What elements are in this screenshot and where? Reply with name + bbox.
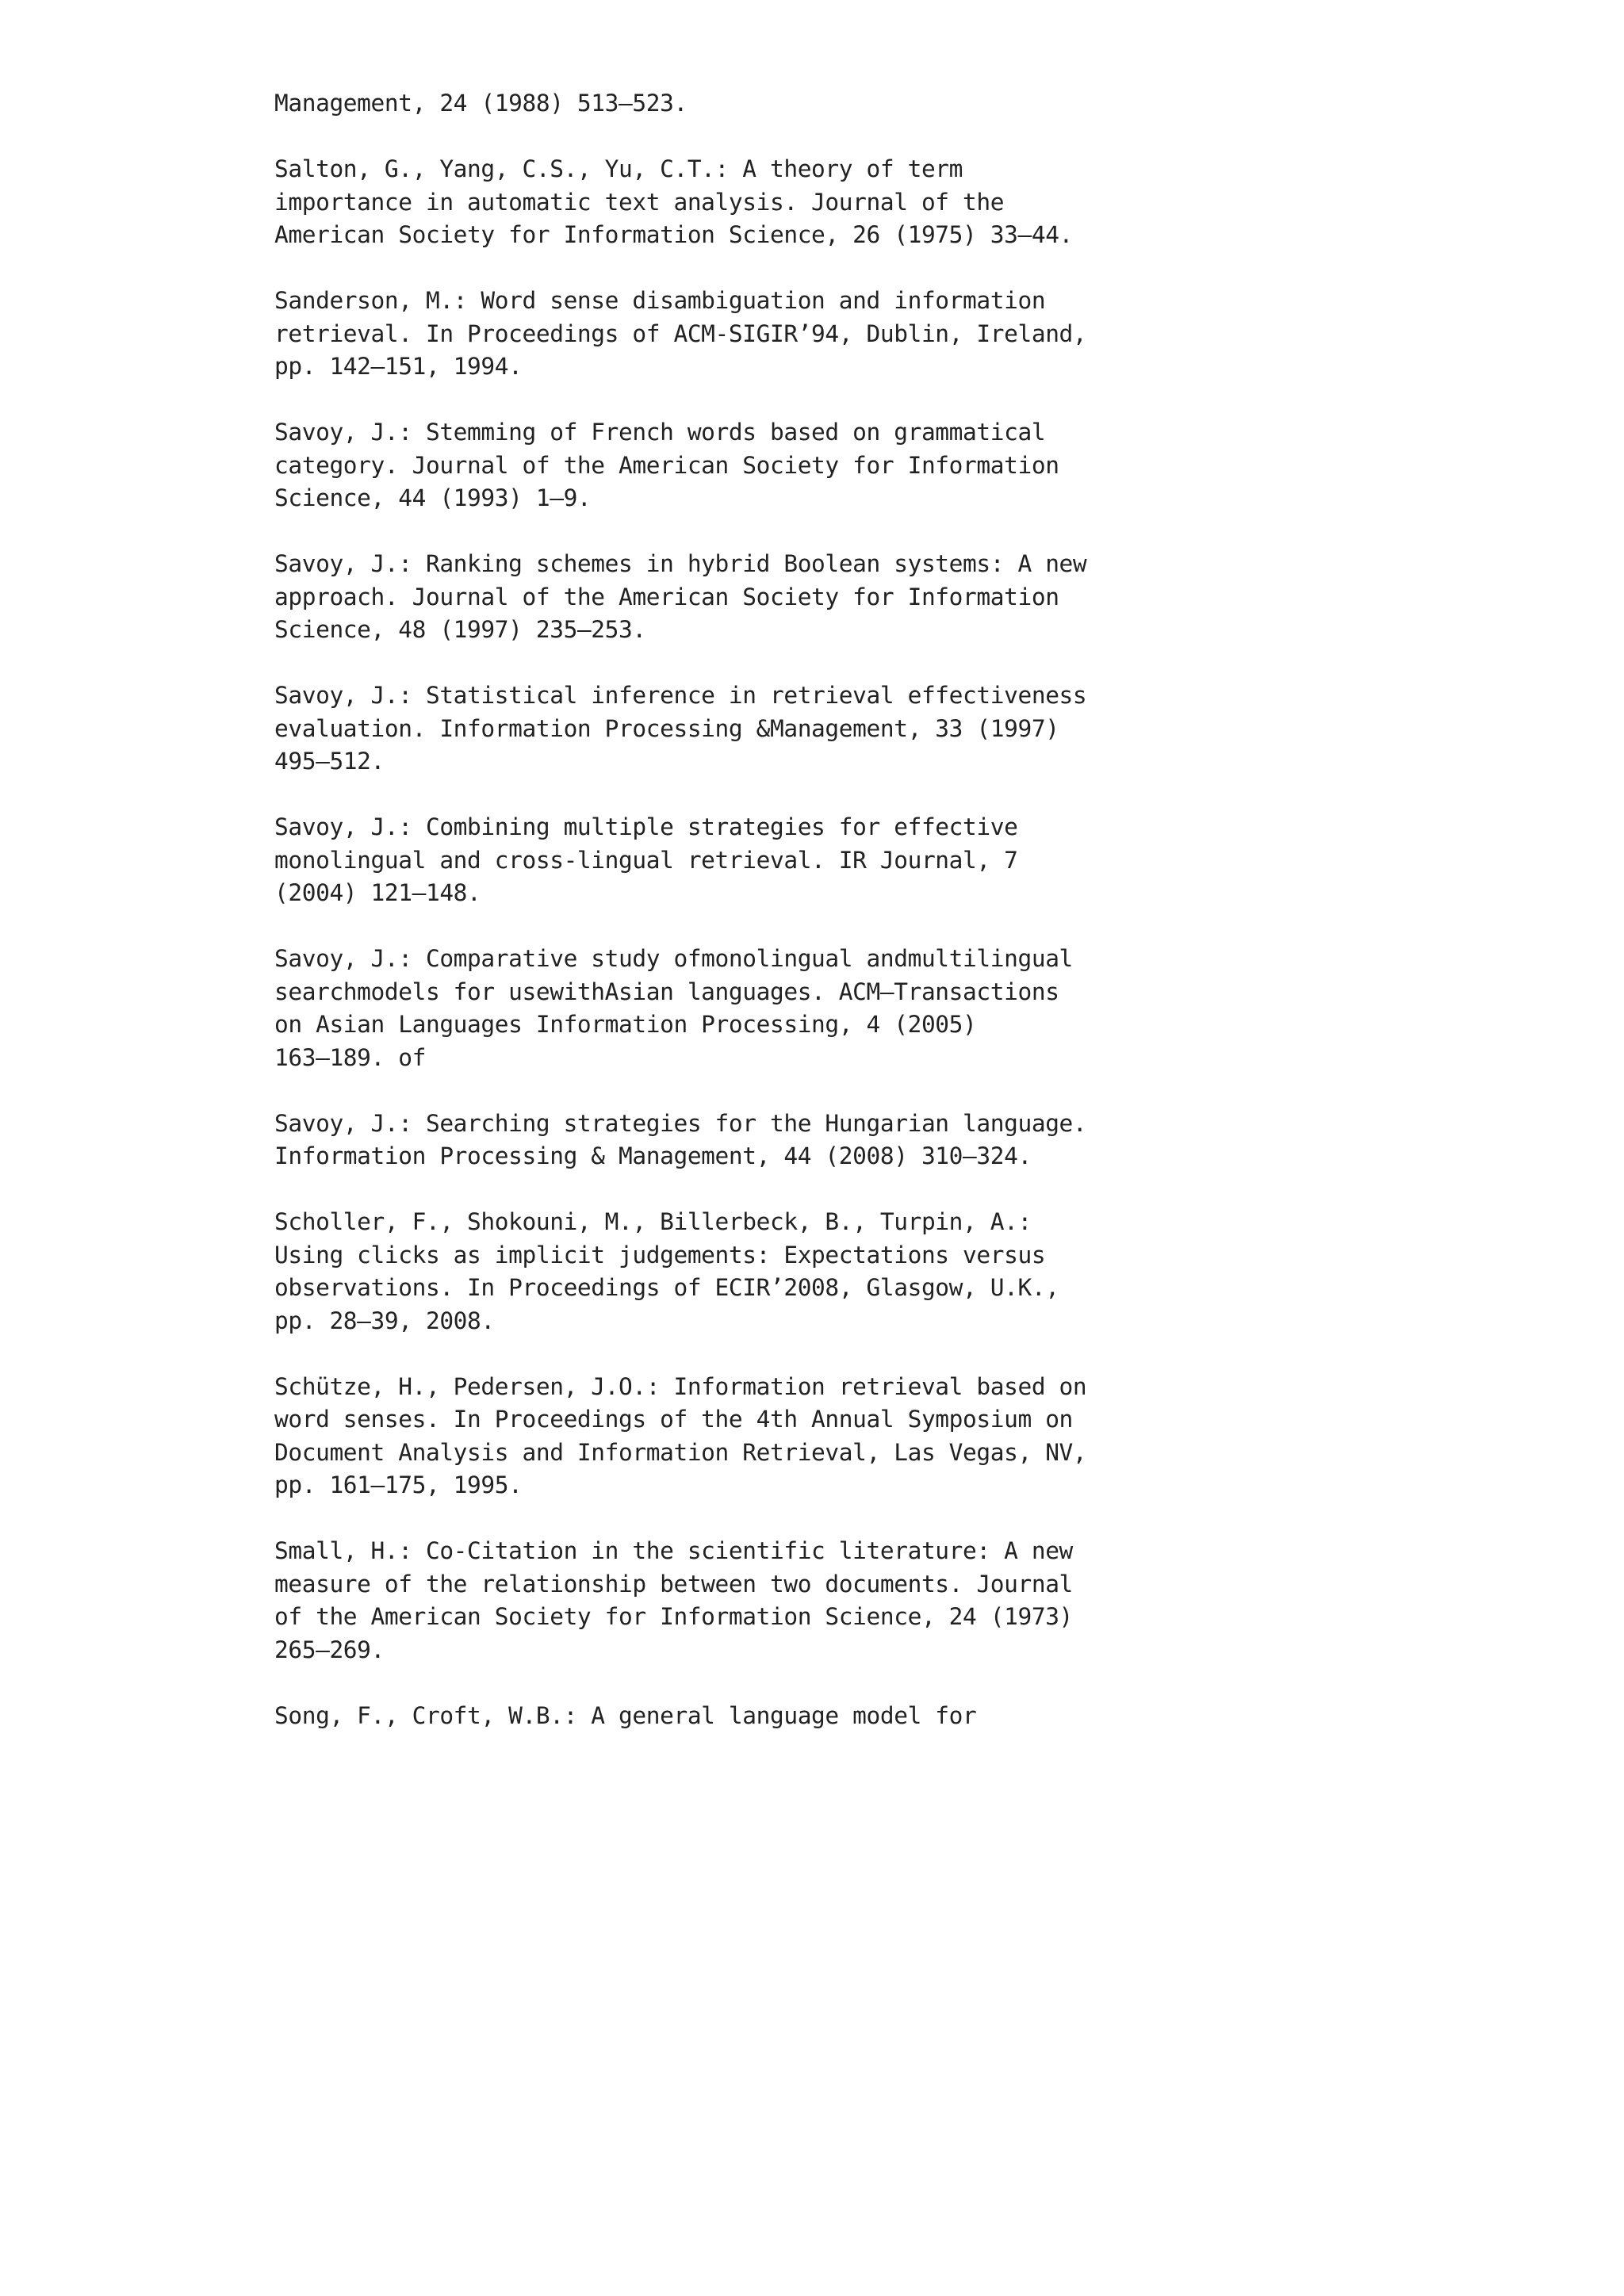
reference-line: Sanderson, M.: Word sense disambiguation and information <box>274 287 1046 314</box>
reference-line: Using clicks as implicit judgements: Expectations versus <box>274 1241 1046 1269</box>
reference-line: Small, H.: Co-Citation in the scientific literature: A new <box>274 1537 1073 1564</box>
reference-list <box>274 87 1464 1766</box>
reference-entry <box>274 943 1464 1074</box>
reference-line: Savoy, J.: Stemming of French words based on grammatical <box>274 419 1046 446</box>
reference-entry <box>274 285 1464 384</box>
reference-line: Salton, G., Yang, C.S., Yu, C.T.: A theory of term <box>274 155 963 182</box>
reference-entry <box>274 1206 1464 1337</box>
reference-line: Scholler, F., Shokouni, M., Billerbeck, B., Turpin, A.: <box>274 1208 1032 1235</box>
reference-entry <box>274 1700 1464 1733</box>
reference-line: Savoy, J.: Combining multiple strategies for effective <box>274 813 1018 840</box>
reference-line: word senses. In Proceedings of the 4th Annual Symposium on <box>274 1406 1073 1433</box>
reference-entry <box>274 1108 1464 1173</box>
reference-line: Schütze, H., Pedersen, J.O.: Information retrieval based on <box>274 1372 1087 1400</box>
reference-line: pp. 142–151, 1994. <box>274 353 523 380</box>
reference-line: 495–512. <box>274 748 385 775</box>
reference-line: 163–189. of <box>274 1043 426 1071</box>
reference-line: American Society for Information Science, 26 (1975) 33–44. <box>274 221 1073 248</box>
reference-line: evaluation. Information Processing &Management, 33 (1997) <box>274 714 1059 742</box>
reference-entry <box>274 1535 1464 1667</box>
reference-line: 265–269. <box>274 1636 385 1663</box>
reference-line: observations. In Proceedings of ECIR’2008, Glasgow, U.K., <box>274 1274 1059 1301</box>
reference-line: measure of the relationship between two documents. Journal <box>274 1570 1073 1598</box>
reference-line: Information Processing & Management, 44 (2008) 310–324. <box>274 1142 1032 1169</box>
reference-line: pp. 161–175, 1995. <box>274 1471 523 1498</box>
reference-line: category. Journal of the American Society for Information <box>274 451 1059 479</box>
reference-line: retrieval. In Proceedings of ACM-SIGIR’94, Dublin, Ireland, <box>274 320 1087 347</box>
reference-entry <box>274 153 1464 252</box>
reference-line: Song, F., Croft, W.B.: A general language model for <box>274 1701 977 1729</box>
reference-line: Document Analysis and Information Retrieval, Las Vegas, NV, <box>274 1438 1087 1466</box>
reference-line: approach. Journal of the American Society for Information <box>274 583 1059 610</box>
reference-entry <box>274 811 1464 910</box>
reference-line: on Asian Languages Information Processing, 4 (2005) <box>274 1011 977 1038</box>
reference-line: Management, 24 (1988) 513–523. <box>274 90 688 117</box>
reference-entry <box>274 87 1464 121</box>
reference-entry <box>274 679 1464 779</box>
reference-line: importance in automatic text analysis. Journal of the <box>274 188 1005 216</box>
reference-line: Savoy, J.: Searching strategies for the Hungarian language. <box>274 1109 1087 1137</box>
reference-line: pp. 28–39, 2008. <box>274 1307 495 1334</box>
reference-line: searchmodels for usewithAsian languages. ACM—Transactions <box>274 978 1059 1005</box>
reference-line: Savoy, J.: Comparative study ofmonolingual andmultilingual <box>274 945 1073 972</box>
reference-line: Science, 48 (1997) 235–253. <box>274 616 646 643</box>
reference-line: (2004) 121–148. <box>274 879 481 906</box>
reference-entry <box>274 1371 1464 1502</box>
reference-entry <box>274 416 1464 515</box>
reference-entry <box>274 548 1464 647</box>
reference-line: of the American Society for Information Science, 24 (1973) <box>274 1603 1073 1630</box>
reference-line: Savoy, J.: Ranking schemes in hybrid Boolean systems: A new <box>274 550 1087 577</box>
reference-line: monolingual and cross-lingual retrieval. IR Journal, 7 <box>274 846 1018 874</box>
reference-line: Savoy, J.: Statistical inference in retrieval effectiveness <box>274 682 1087 709</box>
reference-line: Science, 44 (1993) 1–9. <box>274 484 592 511</box>
